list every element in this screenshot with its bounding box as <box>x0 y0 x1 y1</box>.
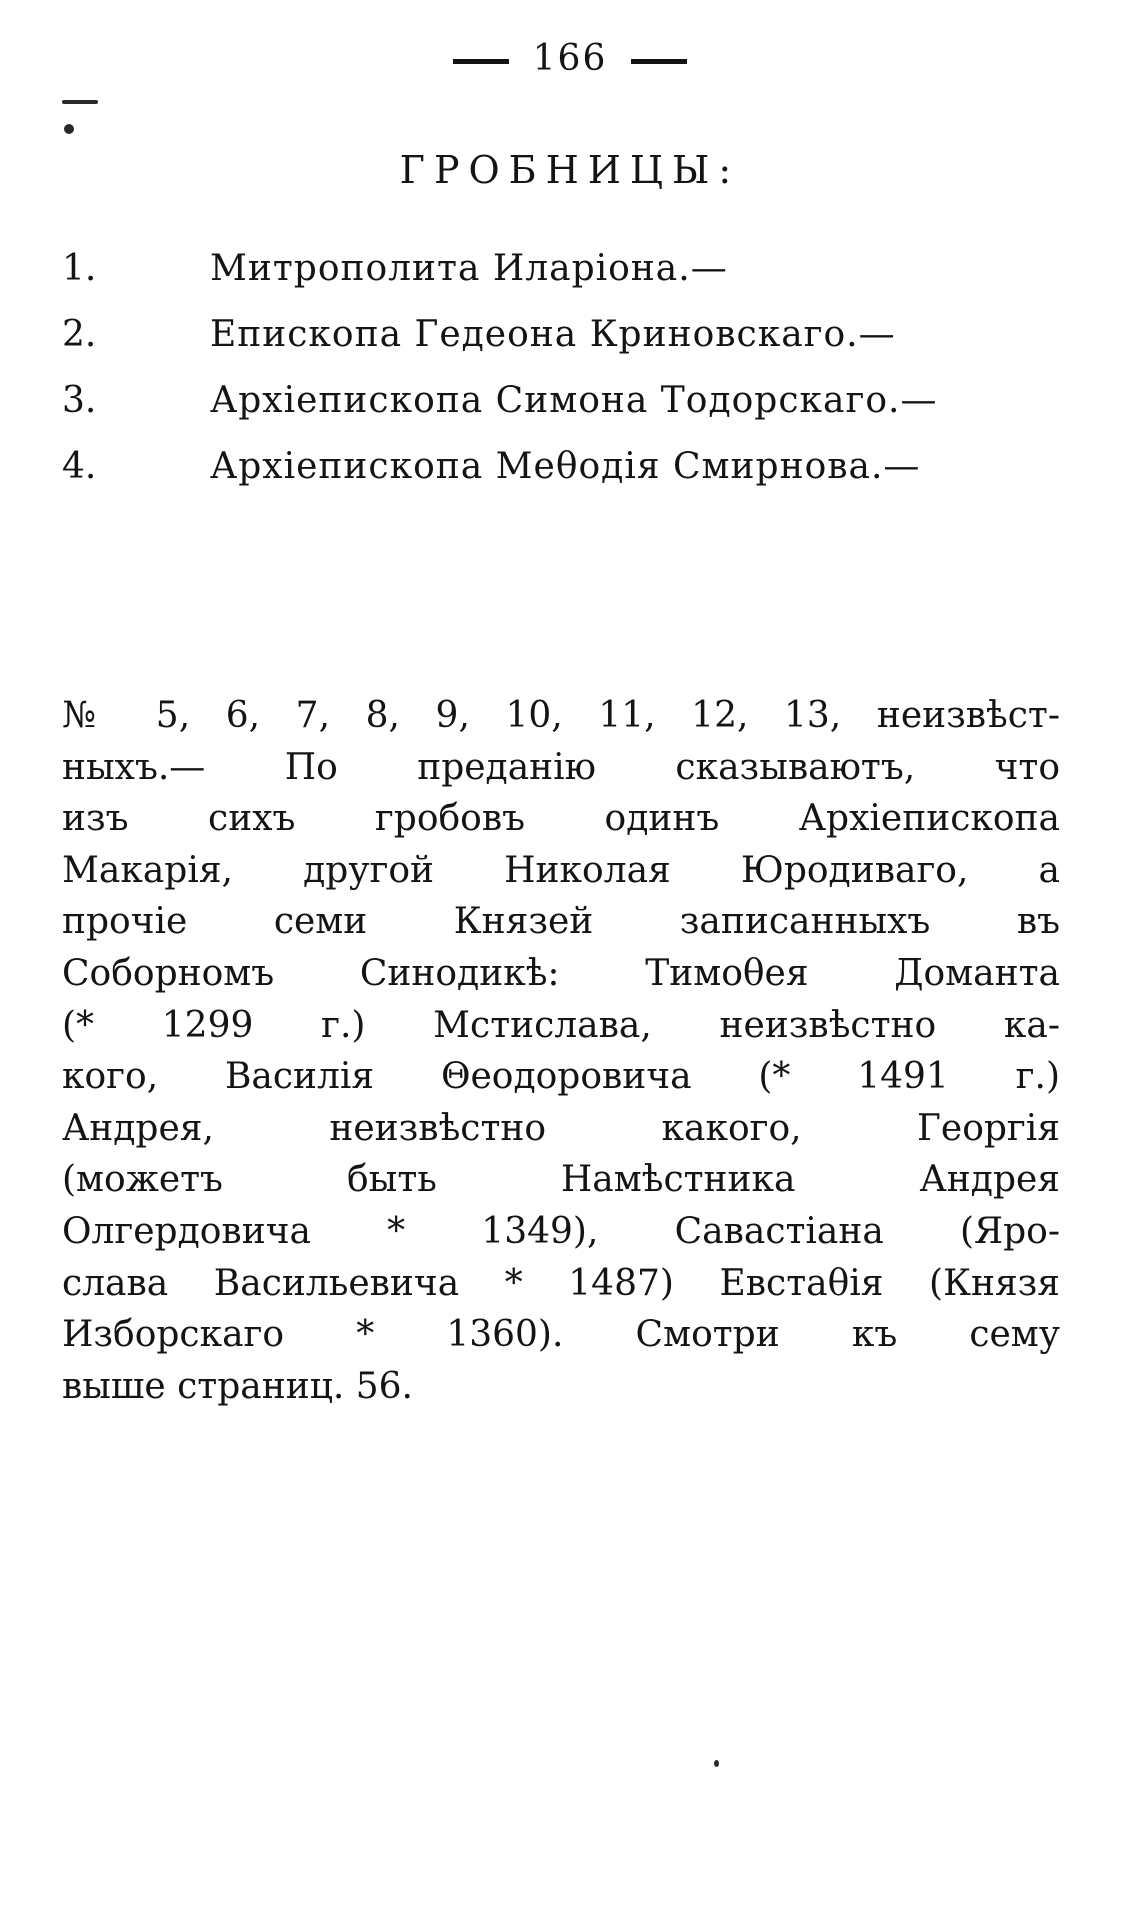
item-text: Епископа Гедеона Криновскаго.— <box>210 314 896 355</box>
text-line: № 5, 6, 7, 8, 9, 10, 11, 12, 13, неизвѣст- <box>62 695 1060 736</box>
text-line: Олгердовича * 1349), Савастіана (Яро- <box>62 1210 1060 1252</box>
ink-speck <box>64 124 74 134</box>
ink-speck <box>62 100 98 104</box>
text-line: Изборскаго * 1360). Смотри къ сему <box>62 1314 1060 1356</box>
list-item <box>62 314 1072 380</box>
item-text: Архіепископа Симона Тодорскаго.— <box>210 380 938 421</box>
text-line: изъ сихъ гробовъ одинъ Архіепископа <box>62 798 1060 840</box>
text-line: Андрея, неизвѣстно какого, Георгія <box>62 1107 1060 1149</box>
header-left-dash <box>453 59 509 64</box>
list-item <box>62 446 1072 512</box>
page-header <box>0 38 1140 79</box>
text-line: кого, Василія Θеодоровича (* 1491 г.) <box>62 1056 1060 1098</box>
text-line: слава Васильевича * 1487) Евстаθія (Князя <box>62 1262 1060 1304</box>
item-number: 3. <box>62 380 97 421</box>
text-line: (можетъ быть Намѣстника Андрея <box>62 1159 1060 1201</box>
list-item <box>62 380 1072 446</box>
item-number: 1. <box>62 248 97 289</box>
header-right-dash <box>631 59 687 64</box>
section-title: ГРОБНИЦЫ: <box>399 148 741 192</box>
ink-speck <box>714 1760 719 1767</box>
text-line: прочіе семи Князей записанныхъ въ <box>62 901 1060 943</box>
text-line: выше страниц. 56. <box>62 1365 413 1407</box>
text-line: Макарія, другой Николая Юродиваго, а <box>62 849 1060 891</box>
text-line: ныхъ.— По преданію сказываютъ, что <box>62 746 1060 788</box>
item-text: Митрополита Иларіона.— <box>210 248 728 289</box>
body-paragraph <box>62 690 1060 1412</box>
tomb-list <box>62 248 1072 512</box>
item-number: 2. <box>62 314 97 355</box>
text-line: (* 1299 г.) Мстислава, неизвѣстно ка- <box>62 1004 1060 1046</box>
list-item <box>62 248 1072 314</box>
page-number: 166 <box>532 38 608 79</box>
item-number: 4. <box>62 446 97 487</box>
item-text: Архіепископа Меθодія Смирнова.— <box>210 446 921 487</box>
text-line: Соборномъ Синодикѣ: Тимоθея Доманта <box>62 952 1060 994</box>
